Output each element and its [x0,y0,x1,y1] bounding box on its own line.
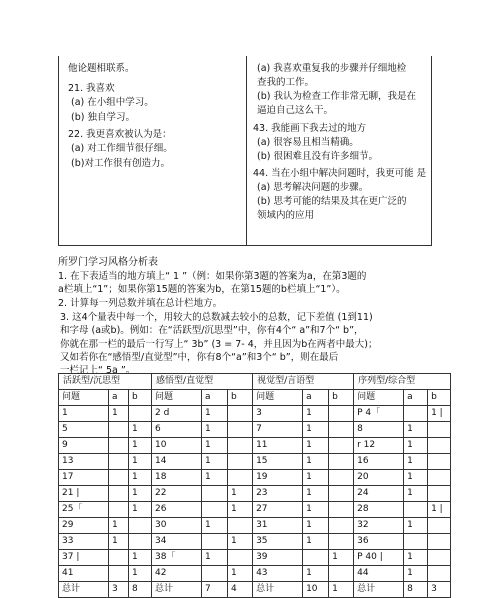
table-row [59,406,451,422]
question-43: 43. 我能画下我去过的地方 [253,123,367,134]
answer-cell: 1 [404,438,428,454]
left-line: (b)对工作很有创造力。 [71,158,170,169]
right-line: (b) 很困难且没有许多细节。 [257,151,378,162]
right-line: (a) 我喜欢重复我的步骤并仔细地检 [257,63,407,74]
answer-cell [129,534,152,550]
answer-cell [329,518,354,534]
answer-cell: 4 [228,582,253,598]
answer-cell [202,534,228,550]
instruction-line: 你就在那一栏的最后一行写上“ 3b” (3 = 7- 4，并且因为b在两者中最大)； [60,339,378,350]
right-line: (b) 我认为检查工作非常无聊，我是在 [257,91,416,102]
scoring-table [58,373,451,598]
question-cell: 总计 [354,582,404,598]
question-cell: P 40 | [354,550,404,566]
answer-cell: 1 [129,422,152,438]
question-cell: 16 [354,454,404,470]
left-line: (a) 在小组中学习。 [71,97,154,108]
answer-cell: 1 [329,582,354,598]
right-line: (b) 思考可能的结果及其在更广泛的 [257,196,407,207]
answer-cell [228,422,253,438]
answer-cell [202,502,228,518]
question-cell: 8 [354,422,404,438]
answer-cell: 1 [303,406,329,422]
question-cell: 1 [59,406,109,422]
subheader-cell: b [129,390,152,406]
question-cell: 32 [354,518,404,534]
table-row [59,566,451,582]
answer-cell: 1 [202,518,228,534]
table-row [59,422,451,438]
instruction-line: a栏填上“1”；如果你第15题的答案为b，在第15题的b栏填上“1”）。 [58,284,346,295]
answer-cell: 1 [303,486,329,502]
question-cell: 17 [59,470,109,486]
question-cell: 35 [253,534,303,550]
question-cell: 总计 [59,582,109,598]
question-cell: 总计 [253,582,303,598]
table-row [59,438,451,454]
answer-cell: 1 [404,422,428,438]
right-line: 查我的工作。 [257,77,315,88]
question-cell: 3 [253,406,303,422]
answer-cell: 1 [109,534,129,550]
table-row [59,518,451,534]
table-row [59,534,451,550]
header-visual-verbal: 视觉型/言语型 [253,374,354,390]
answer-cell: 1 [228,534,253,550]
answer-cell [404,502,428,518]
question-cell: 39 [253,550,303,566]
right-line: 逼迫自己这么干。 [257,105,334,116]
table-header-row [59,374,451,390]
answer-cell: 1 [404,550,428,566]
upper-box-divider [246,56,247,245]
subheader-cell: 问题 [253,390,303,406]
subheader-cell: b [228,390,253,406]
answer-cell: 3 [109,582,129,598]
instruction-line: 3. 这4个量表中每一个，用较大的总数减去较小的总数，记下差值 (1到11) [60,312,373,323]
question-cell: 21 | [59,486,109,502]
answer-cell: 1 [129,454,152,470]
answer-cell [428,566,451,582]
answer-cell: 10 [303,582,329,598]
answer-cell: 8 [404,582,428,598]
answer-cell: 1 [303,438,329,454]
question-cell: 9 [59,438,109,454]
answer-cell [109,566,129,582]
subheader-cell: a [404,390,428,406]
answer-cell: 1 [303,422,329,438]
answer-cell [428,438,451,454]
question-cell: r 12 [354,438,404,454]
answer-cell: 1 [228,566,253,582]
answer-cell: 1 [109,518,129,534]
subheader-cell: a [303,390,329,406]
answer-cell: 1 [303,502,329,518]
question-cell: P 4「 [354,406,404,422]
answer-cell: 1 [129,566,152,582]
question-cell: 29 [59,518,109,534]
instruction-line: 和字母 (a或b)。例如：在“活跃型/沉思型”中，你有4个“ a”和7个“ b”， [60,325,364,336]
answer-cell [109,422,129,438]
left-line: 他论题相联系。 [68,63,135,74]
question-cell: 总计 [152,582,202,598]
question-cell: 10 [152,438,202,454]
answer-cell [109,486,129,502]
left-line: (a) 对工作细节很仔细。 [71,143,173,154]
answer-cell: 1 [129,550,152,566]
answer-cell [109,550,129,566]
table-row [59,454,451,470]
answer-cell: 1 [303,566,329,582]
answer-cell: 1 [303,534,329,550]
answer-cell [428,550,451,566]
question-cell: 28 [354,502,404,518]
answer-cell: 1 [329,550,354,566]
question-cell: 24 [354,486,404,502]
subheader-cell: 问题 [152,390,202,406]
table-row [59,470,451,486]
answer-cell [228,470,253,486]
answer-cell: 7 [202,582,228,598]
answer-cell [228,550,253,566]
answer-cell [329,406,354,422]
subheader-cell: a [109,390,129,406]
answer-cell [202,486,228,502]
answer-cell: 1 | [428,406,451,422]
question-cell: 36 [354,534,404,550]
question-cell: 41 [59,566,109,582]
question-cell: 25「 [59,502,109,518]
answer-cell: 1 [129,470,152,486]
header-sensing-intuitive: 感悟型/直觉型 [152,374,253,390]
question-cell: 5 [59,422,109,438]
answer-cell: 1 [228,486,253,502]
answer-cell [428,422,451,438]
answer-cell: 1 [202,438,228,454]
answer-cell [129,518,152,534]
right-line: (a) 很容易且相当精确。 [257,137,359,148]
answer-cell [228,406,253,422]
question-44: 44. 当在小组中解决问题时，我更可能 是 [253,168,427,179]
answer-cell: 1 [404,470,428,486]
answer-cell: 1 [129,502,152,518]
subheader-cell: 问题 [59,390,109,406]
answer-cell: 8 [129,582,152,598]
question-cell: 23 [253,486,303,502]
instruction-line: 又如若你在“感悟型/直觉型”中，你有8个“a”和3个“ b”，则在最后 [60,352,339,363]
table-subheader-row [59,390,451,406]
question-cell: 18 [152,470,202,486]
answer-cell [428,454,451,470]
answer-cell [329,486,354,502]
answer-cell: 1 [202,470,228,486]
question-22: 22. 我更喜欢被认为是： [68,129,172,140]
answer-cell: 1 [228,502,253,518]
table-row [59,502,451,518]
answer-cell: 1 [129,438,152,454]
question-cell: 19 [253,470,303,486]
answer-cell [109,438,129,454]
answer-cell [303,550,329,566]
answer-cell: 1 [303,518,329,534]
question-cell: 43 [253,566,303,582]
answer-cell: 1 [404,518,428,534]
subheader-cell: b [428,390,451,406]
header-sequential-global: 序列型/综合型 [354,374,451,390]
question-21: 21. 我喜欢 [68,83,115,94]
answer-cell [129,406,152,422]
right-line: (a) 思考解决问题的步骤。 [257,182,369,193]
subheader-cell: b [329,390,354,406]
instruction-line: 2. 计算每一列总数并填在总计栏地方。 [58,298,223,309]
question-cell: 26 [152,502,202,518]
answer-cell [404,534,428,550]
header-active-reflective: 活跃型/沉思型 [59,374,152,390]
answer-cell [428,518,451,534]
question-cell: 20 [354,470,404,486]
question-cell: 31 [253,518,303,534]
answer-cell [329,454,354,470]
answer-cell: 1 [109,406,129,422]
answer-cell [109,470,129,486]
question-cell: 14 [152,454,202,470]
table-row [59,550,451,566]
answer-cell [228,454,253,470]
answer-cell: 1 [202,422,228,438]
question-cell: 13 [59,454,109,470]
question-cell: 15 [253,454,303,470]
question-cell: 33 [59,534,109,550]
answer-cell [329,470,354,486]
answer-cell [329,422,354,438]
instruction-line: 一栏记上“ 5a ”。 [60,365,136,376]
question-cell: 38「 [152,550,202,566]
answer-cell: 1 [202,550,228,566]
answer-cell: 3 [428,582,451,598]
answer-cell [109,454,129,470]
question-cell: 37 | [59,550,109,566]
subheader-cell: a [202,390,228,406]
answer-cell: 1 | [428,502,451,518]
question-cell: 44 [354,566,404,582]
answer-cell [228,518,253,534]
answer-cell [404,406,428,422]
answer-cell: 1 [404,486,428,502]
question-cell: 22 [152,486,202,502]
subheader-cell: 问题 [354,390,404,406]
question-cell: 34 [152,534,202,550]
question-cell: 2 d [152,406,202,422]
answer-cell [428,470,451,486]
question-cell: 30 [152,518,202,534]
question-cell: 7 [253,422,303,438]
table-row [59,486,451,502]
answer-cell [329,566,354,582]
answer-cell [228,438,253,454]
answer-cell [428,486,451,502]
question-cell: 11 [253,438,303,454]
answer-cell: 1 [202,454,228,470]
answer-cell: 1 [303,454,329,470]
answer-cell [109,502,129,518]
answer-cell [428,534,451,550]
answer-cell [329,438,354,454]
right-line: 领域内的应用 [257,210,315,221]
section-title: 所罗门学习风格分析表 [58,257,158,268]
left-line: (b) 独自学习。 [71,112,135,123]
answer-cell: 1 [202,406,228,422]
question-cell: 42 [152,566,202,582]
answer-cell: 1 [303,470,329,486]
instruction-line: 1. 在下表适当的地方填上“ 1 ”（例：如果你第3题的答案为a，在第3题的 [58,271,367,282]
answer-cell [329,534,354,550]
question-cell: 27 [253,502,303,518]
answer-cell: 1 [404,566,428,582]
answer-cell: 1 [404,454,428,470]
answer-cell [329,502,354,518]
total-row [59,582,451,598]
question-cell: 6 [152,422,202,438]
answer-cell [202,566,228,582]
answer-cell: 1 [129,486,152,502]
